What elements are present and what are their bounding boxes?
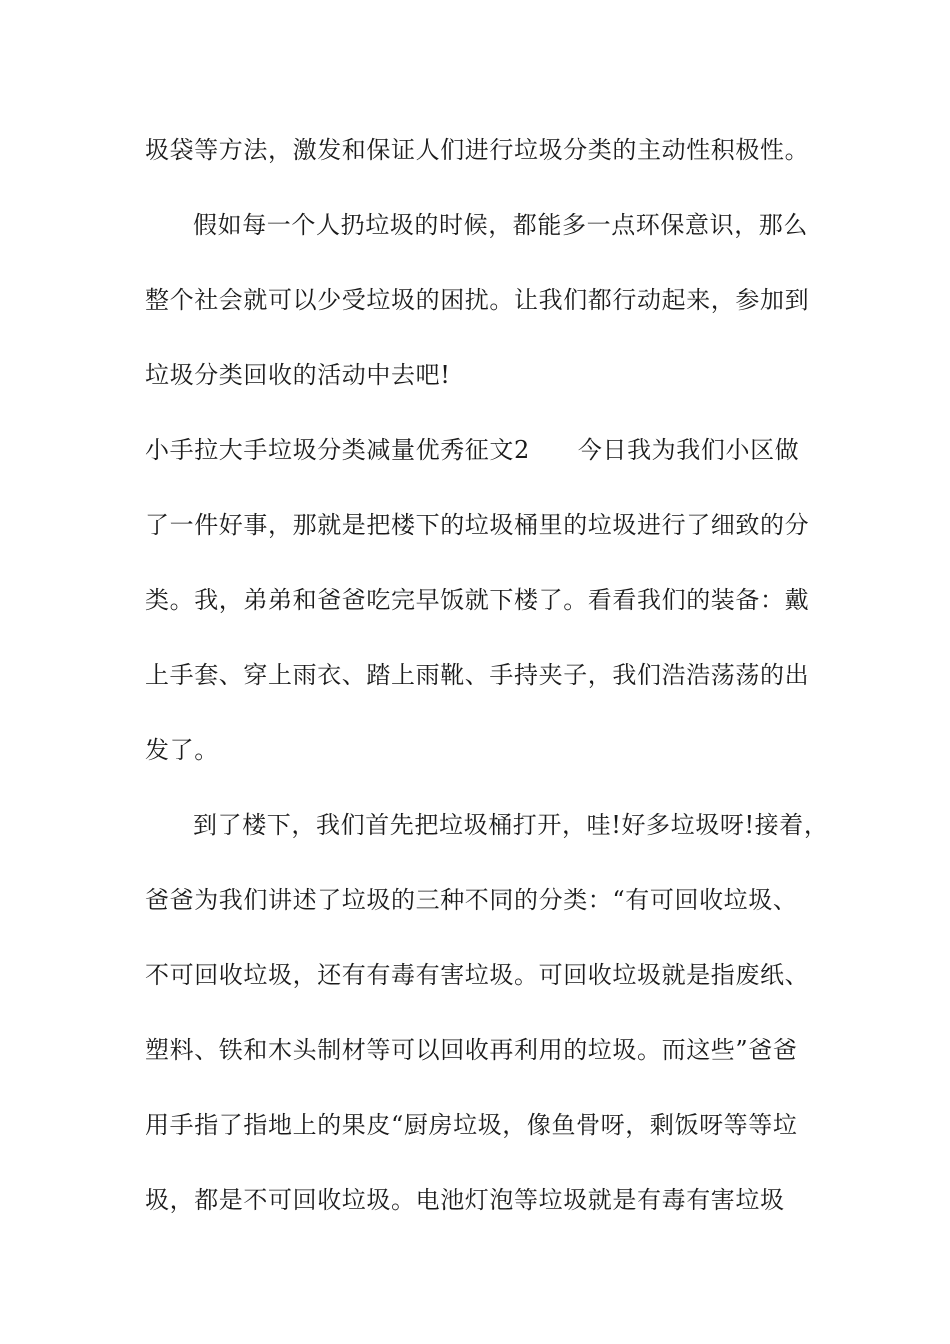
text-line-13: 塑料、铁和木头制材等可以回收再利用的垃圾。而这些”爸爸	[145, 1036, 798, 1064]
text-line-11: 爸爸为我们讲述了垃圾的三种不同的分类：“有可回收垃圾、	[145, 886, 798, 914]
paragraph-start-line-2: 假如每一个人扔垃圾的时候，都能多一点环保意识，那么	[193, 211, 808, 239]
essay-title: 小手拉大手垃圾分类减量优秀征文2	[145, 436, 530, 464]
text-line-12: 不可回收垃圾，还有有毒有害垃圾。可回收垃圾就是指废纸、	[145, 961, 810, 989]
essay-title-line	[145, 435, 799, 465]
text-line-7: 类。我，弟弟和爸爸吃完早饭就下楼了。看看我们的装备：戴	[145, 586, 810, 614]
text-line-14: 用手指了指地上的果皮“厨房垃圾，像鱼骨呀，剩饭呀等等垃	[145, 1111, 798, 1139]
text-line-1: 圾袋等方法，激发和保证人们进行垃圾分类的主动性积极性。	[145, 136, 810, 164]
paragraph-start-line-10: 到了楼下，我们首先把垃圾桶打开，哇!好多垃圾呀!接着，	[193, 811, 829, 839]
essay-first-sentence: 今日我为我们小区做	[577, 436, 800, 464]
text-line-3: 整个社会就可以少受垃圾的困扰。让我们都行动起来，参加到	[145, 286, 810, 314]
text-line-15: 圾，都是不可回收垃圾。电池灯泡等垃圾就是有毒有害垃圾	[145, 1186, 785, 1214]
text-line-9: 发了。	[145, 736, 219, 764]
text-line-6: 了一件好事，那就是把楼下的垃圾桶里的垃圾进行了细致的分	[145, 511, 810, 539]
text-line-4: 垃圾分类回收的活动中去吧!	[145, 361, 451, 389]
text-line-8: 上手套、穿上雨衣、踏上雨靴、手持夹子，我们浩浩荡荡的出	[145, 661, 810, 689]
